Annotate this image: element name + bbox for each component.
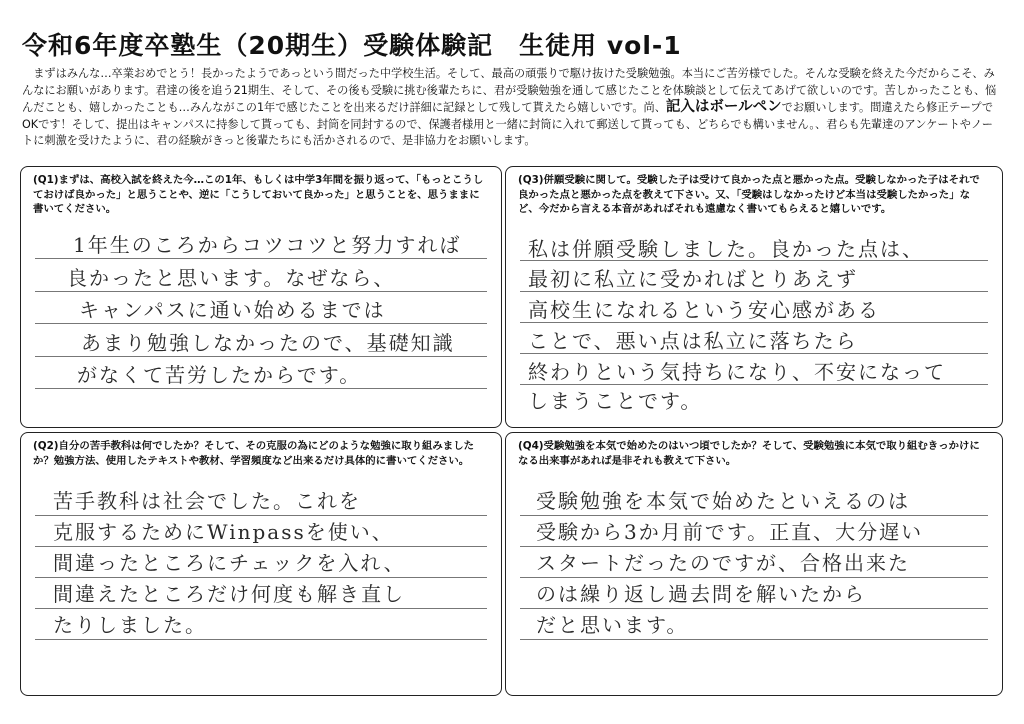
answer-line: 私は併願受験しました。良かった点は、 bbox=[528, 237, 924, 261]
ruled-line bbox=[520, 515, 988, 516]
answer-line: 間違ったところにチェックを入れ、 bbox=[53, 551, 406, 575]
answer-line: がなくて苦労したからです。 bbox=[77, 363, 362, 387]
answer-lines bbox=[520, 485, 988, 689]
question-panel-q3 bbox=[505, 166, 1003, 428]
ruled-line bbox=[35, 356, 487, 357]
question-prompt: (Q4)受験勉強を本気で始めたのはいつ頃でしたか？そして、受験勉強に本気で取り組むきっかけになる出来事があれば是非それも教えて下さい。 bbox=[518, 440, 980, 467]
ruled-line bbox=[35, 577, 487, 578]
answer-line: 高校生になれるという安心感がある bbox=[528, 298, 880, 322]
ruled-line bbox=[35, 608, 487, 609]
ruled-line bbox=[520, 608, 988, 609]
answer-lines bbox=[520, 229, 988, 421]
answer-line: のは繰り返し過去問を解いたから bbox=[536, 582, 866, 606]
answer-line: 克服するためにWinpassを使い、 bbox=[53, 520, 394, 544]
intro-paragraph bbox=[22, 66, 1004, 150]
question-prompt: (Q3)併願受験に関して。受験した子は受けて良かった点と悪かった点。受験しなかった子はそれで良かった点と悪かった点を教えて下さい。又、「受験はしなかったけど本当は受験したかった」など、今だから言える本音があればそれも遠慮なく書いてもらえると嬉しいです。 bbox=[518, 174, 980, 215]
ruled-line bbox=[35, 388, 487, 389]
answer-line: あまり勉強しなかったので、基礎知識 bbox=[81, 331, 455, 355]
ruled-line bbox=[520, 546, 988, 547]
ruled-line bbox=[520, 353, 988, 354]
answer-line: 苦手教科は社会でした。これを bbox=[53, 489, 361, 513]
question-panel-q2 bbox=[20, 432, 502, 696]
ruled-line bbox=[520, 384, 988, 385]
question-panel-q1 bbox=[20, 166, 502, 428]
answer-line: だと思います。 bbox=[536, 613, 689, 637]
ruled-line bbox=[520, 260, 988, 261]
ruled-line bbox=[520, 577, 988, 578]
answer-line: 受験勉強を本気で始めたといえるのは bbox=[536, 489, 910, 513]
answer-line: スタートだったのですが、合格出来た bbox=[536, 551, 910, 575]
answer-line: たりしました。 bbox=[53, 613, 207, 637]
answer-line: 間違えたところだけ何度も解き直し bbox=[53, 582, 405, 606]
question-prompt: (Q1)まずは、高校入試を終えた今…この1年、もしくは中学3年間を振り返って、「もっとこうしておけば良かった」と思うことや、逆に「こうしておいて良かった」と思うことを、思うままに書いてください。 bbox=[33, 174, 484, 215]
intro-text bbox=[22, 66, 1004, 150]
answer-lines bbox=[35, 227, 487, 421]
answer-lines bbox=[35, 485, 487, 689]
answer-line: ことで、悪い点は私立に落ちたら bbox=[528, 329, 858, 353]
ruled-line bbox=[520, 639, 988, 640]
ruled-line bbox=[35, 323, 487, 324]
ruled-line bbox=[35, 291, 487, 292]
answer-line: キャンパスに通い始めるまでは bbox=[79, 298, 386, 322]
ruled-line bbox=[520, 291, 988, 292]
ruled-line bbox=[35, 515, 487, 516]
answer-line: しまうことです。 bbox=[528, 389, 703, 413]
question-prompt: (Q2)自分の苦手教科は何でしたか？そして、その克服の為にどのような勉強に取り組みましたか？勉強方法、使用したテキストや教材、学習頻度など出来るだけ具体的に書いてください。 bbox=[33, 440, 474, 467]
ruled-line bbox=[520, 322, 988, 323]
answer-line: 終わりという気持ちになり、不安になって bbox=[528, 360, 946, 384]
intro-paragraph-1: まずはみんな…卒業おめでとう！長かったようであっという間だった中学校生活。そして、最高の頑張りで駆け抜けた受験勉強。本当にご苦労様でした。そんな受験を終えた今だからこそ、みんなにお願いがあります。君達の後を追う21期生、そして、その後も受験に挑む後輩たちに、君が受験勉強を通して感じたことを体験談として伝えてあげて欲しいのです。苦しかったことも、悩んだことも、嬉しかったことも…みんながこの1年で感じたことを出来るだけ詳細に記録として残して貰えたら嬉しいです。尚、 bbox=[22, 67, 997, 115]
question-panel-q4 bbox=[505, 432, 1003, 696]
intro-paragraph-2: でお願いします。間違えたら修正テープでOKです！そして、提出はキャンパスに持参して貰っても、封筒を同封するので、保護者様用と一緒に封筒に入れて郵送して貰っても、どちらでも構いません。、君らも先輩達のアンケートやノートに刺激を受けたように、君の経験がきっと後輩たちにも活かされるので、是非協力をお願いします。 bbox=[22, 101, 994, 148]
intro-emphasis: 記入はボールペン bbox=[665, 99, 782, 116]
answer-line: 受験から3か月前です。正直、大分遅い bbox=[536, 520, 924, 544]
answer-line: 最初に私立に受かればとりあえず bbox=[528, 267, 858, 291]
answer-line: 1年生のころからコツコツと努力すれば bbox=[73, 233, 462, 257]
answer-line: 良かったと思います。なぜなら、 bbox=[67, 266, 396, 290]
page-title: 令和6年度卒塾生（20期生）受験体験記 生徒用 vol-1 bbox=[22, 31, 682, 60]
ruled-line bbox=[35, 639, 487, 640]
ruled-line bbox=[35, 546, 487, 547]
ruled-line bbox=[35, 258, 487, 259]
